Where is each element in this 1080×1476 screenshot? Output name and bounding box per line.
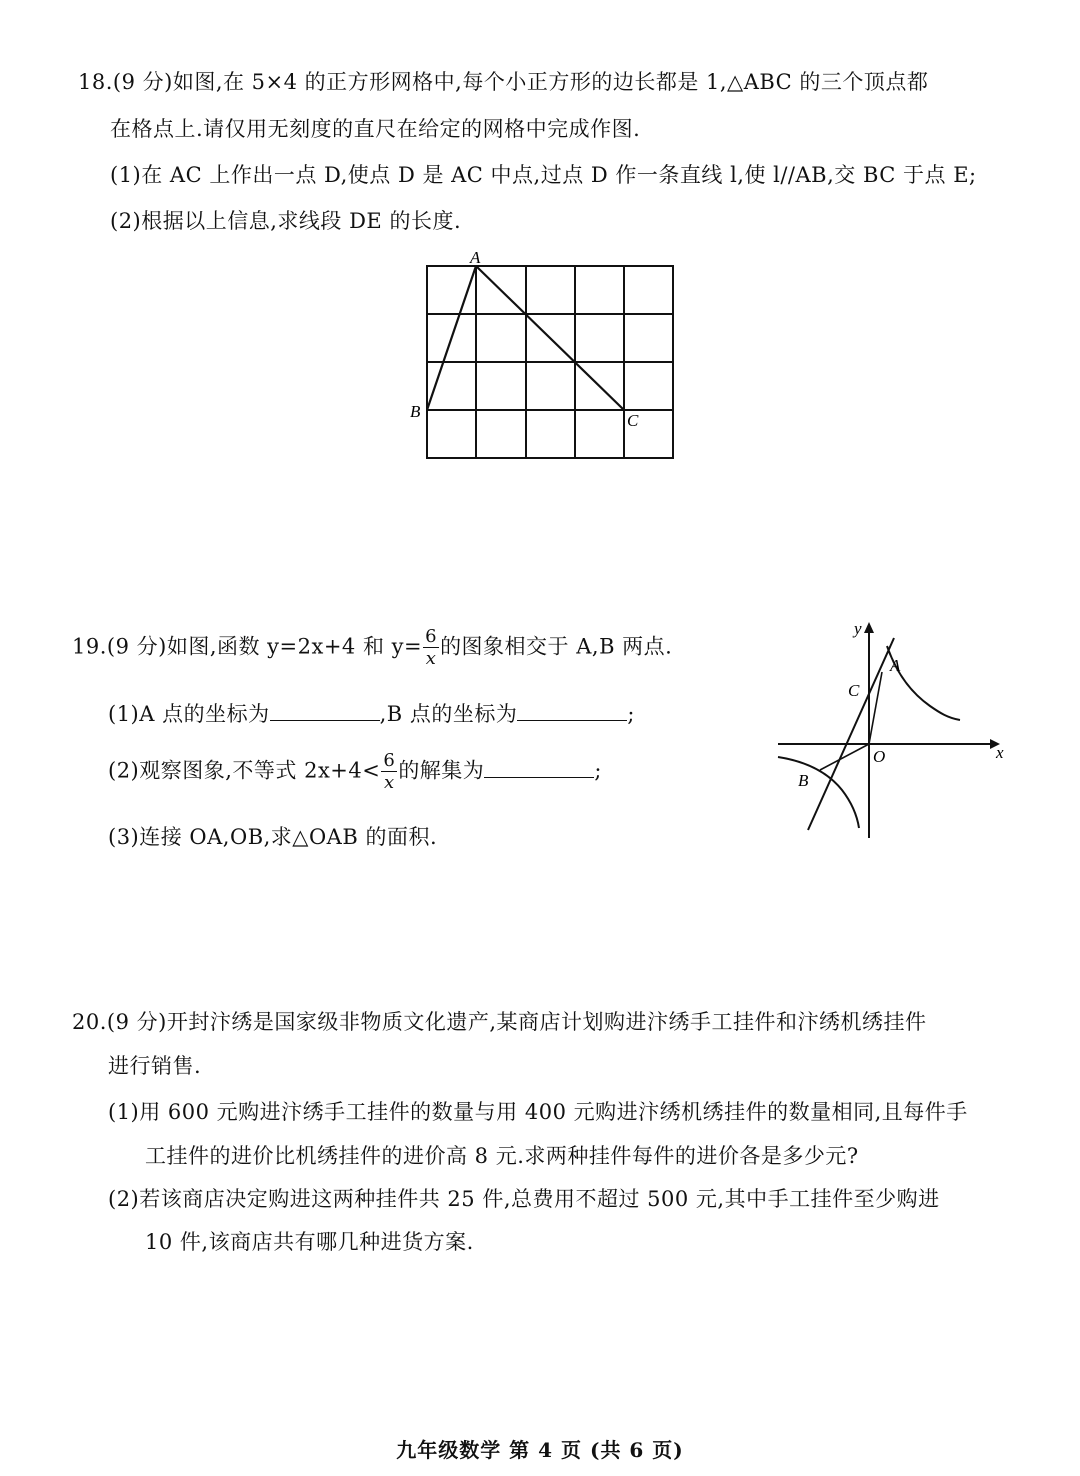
line-y-2x-plus-4	[808, 638, 894, 830]
fraction-numerator: 6	[383, 750, 396, 771]
segment-oa	[869, 672, 882, 744]
label-c: C	[627, 411, 639, 430]
label-b: B	[798, 771, 809, 790]
q19-part1-a-label: (1)A 点的坐标为	[108, 702, 270, 726]
fraction-6-over-x	[423, 628, 439, 668]
label-x: x	[996, 743, 1004, 762]
q20-line5: (2)若该商店决定购进这两种挂件共 25 件,总费用不超过 500 元,其中手工挂件至少购进	[108, 1187, 940, 1211]
q19-line2-end: ;	[627, 702, 635, 726]
label-b: B	[410, 402, 421, 421]
q20-line1: 20.(9 分)开封汴绣是国家级非物质文化遗产,某商店计划购进汴绣手工挂件和汴绣机绣挂件	[72, 1010, 927, 1034]
label-o: O	[873, 747, 886, 766]
q18-grid-figure	[400, 245, 680, 475]
q19-line2	[108, 698, 635, 728]
answer-blank-solution	[484, 759, 594, 778]
answer-blank-b	[517, 702, 627, 721]
q19-line1	[72, 628, 672, 668]
q19-line3-end: ;	[594, 758, 602, 783]
q18-line2: 在格点上.请仅用无刻度的直尺在给定的网格中完成作图.	[110, 117, 641, 141]
q18-line4: (2)根据以上信息,求线段 DE 的长度.	[110, 209, 462, 233]
fraction-denominator: x	[384, 772, 395, 793]
q19-line4: (3)连接 OA,OB,求△OAB 的面积.	[108, 825, 438, 849]
label-c: C	[848, 681, 860, 700]
q19-function-graph	[770, 610, 1020, 850]
answer-blank-a	[270, 702, 380, 721]
q18-line1: 18.(9 分)如图,在 5×4 的正方形网格中,每个小正方形的边长都是 1,△ABC 的三个顶点都	[78, 70, 929, 94]
q19-line1-suffix: 的图象相交于 A,B 两点.	[440, 634, 673, 659]
label-a: A	[470, 248, 481, 267]
q19-solution-set-label: 的解集为	[398, 758, 485, 783]
fraction-denominator: x	[425, 648, 437, 669]
segment-ab	[427, 266, 476, 410]
q20-line3: (1)用 600 元购进汴绣手工挂件的数量与用 400 元购进汴绣机绣挂件的数量相同,且每件手	[108, 1100, 968, 1124]
fraction-6-over-x	[381, 752, 397, 792]
fraction-numerator: 6	[425, 626, 438, 647]
q20-line2: 进行销售.	[108, 1054, 202, 1078]
q18-line3: (1)在 AC 上作出一点 D,使点 D 是 AC 中点,过点 D 作一条直线 l,使 l//AB,交 BC 于点 E;	[110, 163, 977, 187]
label-a: A	[890, 656, 901, 675]
q19-inequality: (2)观察图象,不等式 2x+4<	[108, 758, 381, 783]
q19-line1-prefix: 19.(9 分)如图,函数 y=2x+4 和 y=	[72, 634, 423, 659]
hyperbola-branch-q3	[778, 757, 859, 828]
label-y: y	[854, 619, 862, 638]
q20-line6: 10 件,该商店共有哪几种进货方案.	[145, 1230, 474, 1254]
q20-line4: 工挂件的进价比机绣挂件的进价高 8 元.求两种挂件每件的进价各是多少元?	[145, 1144, 859, 1168]
page-footer: 九年级数学 第 4 页 (共 6 页)	[396, 1438, 684, 1462]
q19-line3	[108, 752, 602, 792]
q19-part1-b-label: ,B 点的坐标为	[379, 702, 518, 726]
y-axis-arrow-icon	[864, 622, 874, 633]
segment-ac	[476, 266, 624, 410]
